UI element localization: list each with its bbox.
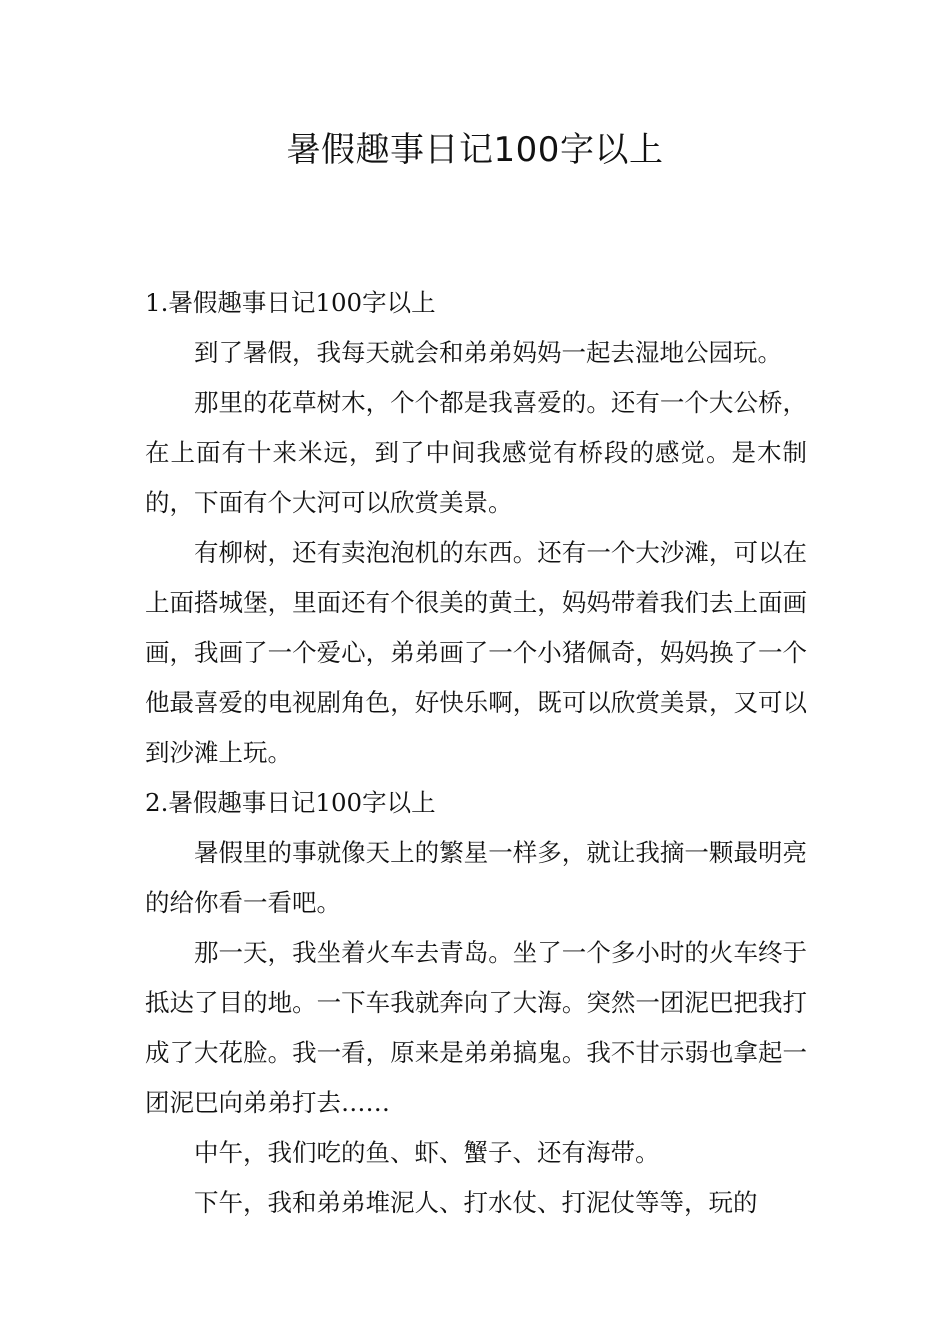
document-body	[145, 278, 807, 1228]
paragraph: 那里的花草树木，个个都是我喜爱的。还有一个大公桥，在上面有十来米远，到了中间我感觉有桥段的感觉。是木制的，下面有个大河可以欣赏美景。	[145, 388, 807, 517]
section-heading: 1.暑假趣事日记100字以上	[145, 288, 436, 317]
document-title: 暑假趣事日记100字以上	[286, 130, 664, 170]
section-heading: 2.暑假趣事日记100字以上	[145, 788, 436, 817]
paragraph: 暑假里的事就像天上的繁星一样多，就让我摘一颗最明亮的给你看一看吧。	[145, 838, 807, 917]
paragraph: 那一天，我坐着火车去青岛。坐了一个多小时的火车终于抵达了目的地。一下车我就奔向了大海。突然一团泥巴把我打成了大花脸。我一看，原来是弟弟搞鬼。我不甘示弱也拿起一团泥巴向弟弟打去……	[145, 938, 807, 1117]
paragraph: 到了暑假，我每天就会和弟弟妈妈一起去湿地公园玩。	[194, 338, 782, 367]
paragraph: 下午，我和弟弟堆泥人、打水仗、打泥仗等等，玩的	[194, 1188, 758, 1217]
section-2	[145, 778, 807, 1228]
section-1	[145, 278, 807, 778]
paragraph: 有柳树，还有卖泡泡机的东西。还有一个大沙滩，可以在上面搭城堡，里面还有个很美的黄土，妈妈带着我们去上面画画，我画了一个爱心，弟弟画了一个小猪佩奇，妈妈换了一个他最喜爱的电视剧角色，好快乐啊，既可以欣赏美景，又可以到沙滩上玩。	[145, 538, 807, 767]
paragraph: 中午，我们吃的鱼、虾、蟹子、还有海带。	[194, 1138, 660, 1167]
